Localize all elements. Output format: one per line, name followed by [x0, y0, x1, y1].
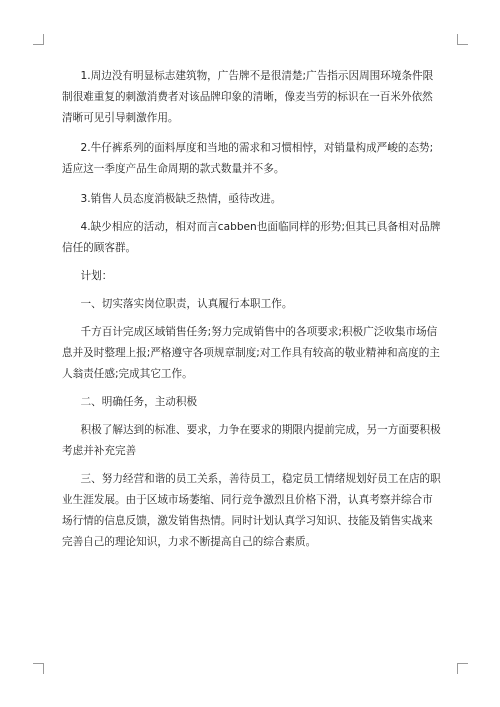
crop-mark-top-right [457, 34, 468, 45]
document-body [62, 66, 443, 553]
section-2-heading: 二、明确任务，主动积极 [80, 396, 198, 408]
plan-heading: 计划： [80, 270, 113, 282]
paragraph-4: 4.缺少相应的活动，相对而言cabben也面临同样的形势;但其已具备相对品牌信任的顾客群。 [62, 221, 441, 254]
section-1-heading: 一、切实落实岗位职责，认真履行本职工作。 [80, 298, 293, 310]
crop-mark-bottom-right [457, 663, 468, 674]
crop-mark-top-left [33, 34, 44, 45]
section-1-body: 千方百计完成区域销售任务;努力完成销售中的各项要求;积极广泛收集市场信息并及时整理上报;严格遵守各项规章制度;对工作具有较高的敬业精神和高度的主人翁责任感;完成其它工作。 [62, 326, 440, 380]
paragraph-1: 1.周边没有明显标志建筑物，广告牌不是很清楚;广告指示因周围环境条件限制很难重复的刺激消费者对该品牌印象的清晰，像麦当劳的标识在一百米外依然清晰可见引导刺激作用。 [62, 70, 434, 124]
section-3-body: 三、努力经营和谐的员工关系，善待员工，稳定员工情绪规划好员工在店的职业生涯发展。由于区域市场萎缩、同行竞争激烈且价格下滑，认真考察并综合市场行情的信息反馈，激发销售热情。同时计划认真学习知识、技能及销售实战来完善自己的理论知识，力求不断提高自己的综合素质。 [62, 473, 441, 548]
paragraph-3: 3.销售人员态度消极缺乏热情，亟待改进。 [80, 193, 282, 205]
section-2-body: 积极了解达到的标准、要求，力争在要求的期限内提前完成，另一方面要积极考虑并补充完善 [62, 424, 441, 457]
paragraph-2: 2.牛仔裤系列的面料厚度和当地的需求和习惯相悖，对销量构成严峻的态势;适应这一季度产品生命周期的款式数量并不多。 [62, 142, 434, 175]
crop-mark-bottom-left [33, 663, 44, 674]
